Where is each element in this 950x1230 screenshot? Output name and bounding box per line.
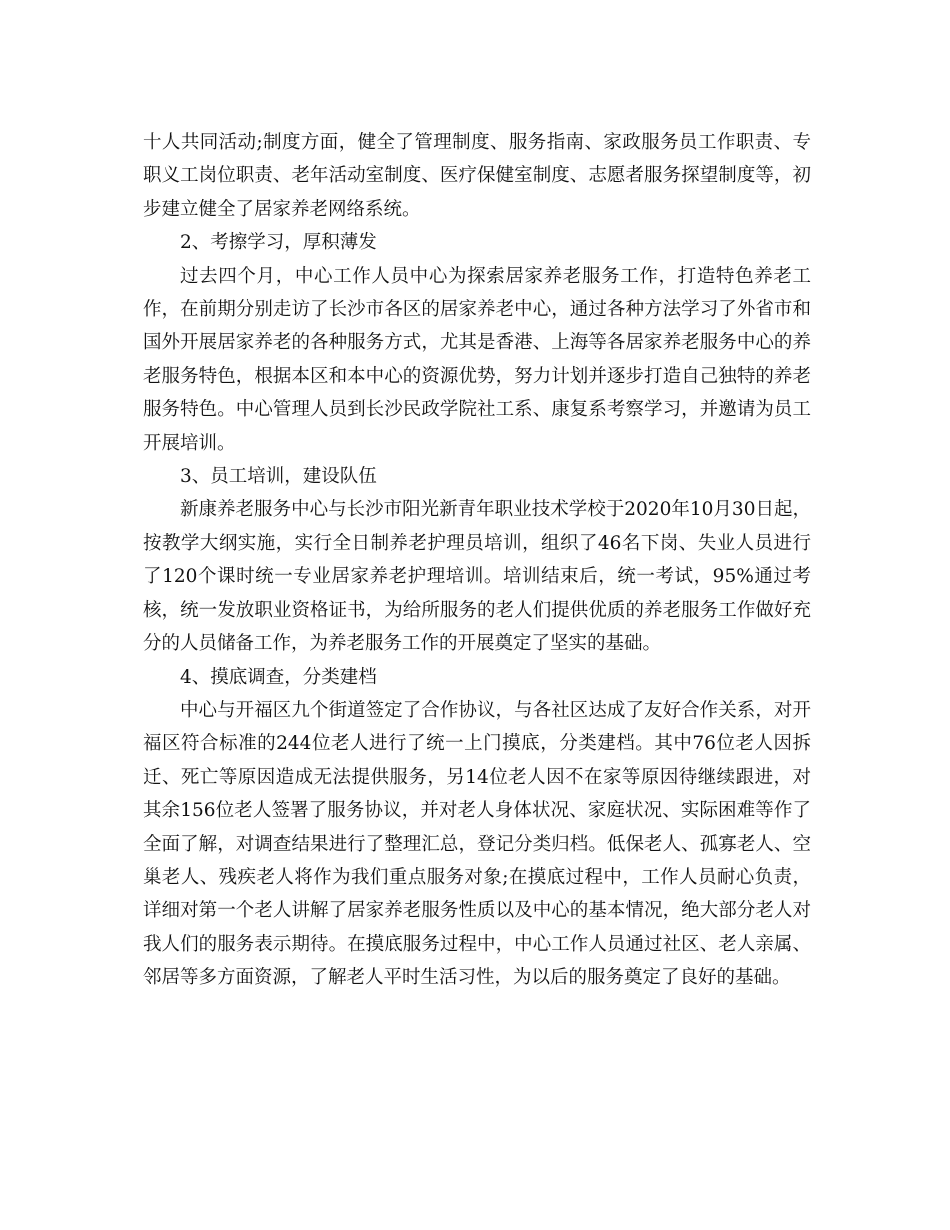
document-body xyxy=(143,126,811,995)
paragraph-continuation: 十人共同活动;制度方面，健全了管理制度、服务指南、家政服务员工作职责、专职义工岗位职责、老年活动室制度、医疗保健室制度、志愿者服务探望制度等，初步建立健全了居家养老网络系统。 xyxy=(143,132,811,220)
section-heading-3: 3、员工培训，建设队伍 xyxy=(180,466,377,488)
paragraph-training: 新康养老服务中心与长沙市阳光新青年职业技术学校于2020年10月30日起，按教学大纲实施，实行全日制养老护理员培训，组织了46名下岗、失业人员进行了120个课时统一专业居家养老护理培训。培训结束后，统一考试，95%通过考核，统一发放职业资格证书，为给所服务的老人们提供优质的养老服务工作做好充分的人员储备工作，为养老服务工作的开展奠定了坚实的基础。 xyxy=(143,499,811,655)
paragraph-study: 过去四个月，中心工作人员中心为探索居家养老服务工作，打造特色养老工作，在前期分别走访了长沙市各区的居家养老中心，通过各种方法学习了外省市和国外开展居家养老的各种服务方式，尤其是香港、上海等各居家养老服务中心的养老服务特色，根据本区和本中心的资源优势，努力计划并逐步打造自己独特的养老服务特色。中心管理人员到长沙民政学院社工系、康复系考察学习，并邀请为员工开展培训。 xyxy=(143,265,811,454)
section-heading-4: 4、摸底调查，分类建档 xyxy=(180,666,377,688)
paragraph-survey: 中心与开福区九个街道签定了合作协议，与各社区达成了友好合作关系，对开福区符合标准的244位老人进行了统一上门摸底，分类建档。其中76位老人因拆迁、死亡等原因造成无法提供服务，另14位老人因不在家等原因待继续跟进，对其余156位老人签署了服务协议，并对老人身体状况、家庭状况、实际困难等作了全面了解，对调查结果进行了整理汇总，登记分类归档。低保老人、孤寡老人、空巢老人、残疾老人将作为我们重点服务对象;在摸底过程中，工作人员耐心负责，详细对第一个老人讲解了居家养老服务性质以及中心的基本情况，绝大部分老人对我人们的服务表示期待。在摸底服务过程中，中心工作人员通过社区、老人亲属、邻居等多方面资源，了解老人平时生活习性，为以后的服务奠定了良好的基础。 xyxy=(143,699,811,989)
section-heading-2: 2、考擦学习，厚积薄发 xyxy=(180,232,377,254)
